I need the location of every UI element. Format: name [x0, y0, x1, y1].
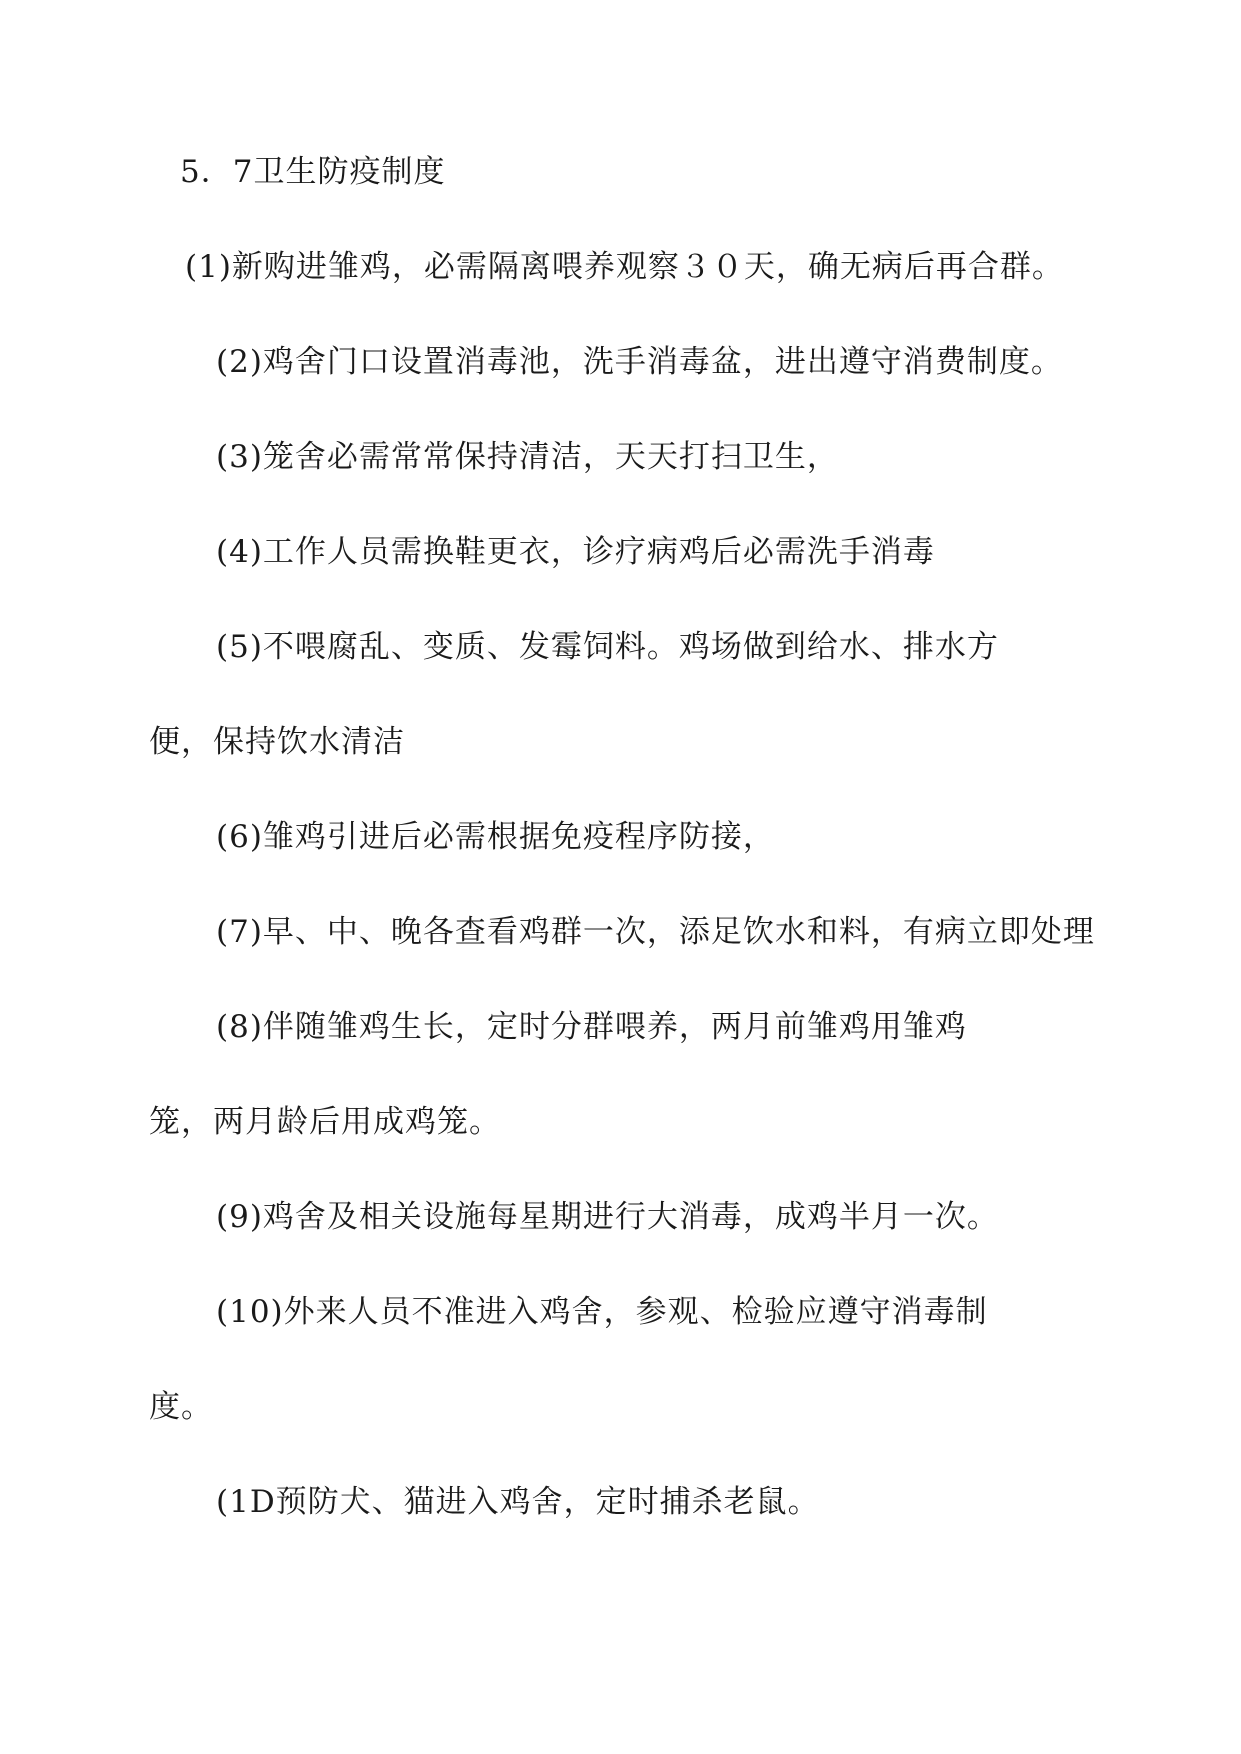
paragraph-line: (8)伴随雏鸡生长，定时分群喂养，两月前雏鸡用雏鸡: [216, 1009, 967, 1045]
paragraph-line: (5)不喂腐乱、变质、发霉饲料。鸡场做到给水、排水方: [216, 629, 999, 665]
paragraph-line: (1D预防犬、猫进入鸡舍，定时捕杀老鼠。: [216, 1484, 820, 1520]
paragraph-line: (6)雏鸡引进后必需根据免疫程序防接，: [216, 819, 775, 855]
paragraph-line: (2)鸡舍门口设置消毒池，洗手消毒盆，进出遵守消费制度。: [216, 344, 1063, 380]
paragraph-line: 度。: [149, 1389, 213, 1425]
section-heading: 5．7卫生防疫制度: [180, 154, 446, 190]
paragraph-line: (4)工作人员需换鞋更衣，诊疗病鸡后必需洗手消毒: [216, 534, 935, 570]
paragraph-line: (1)新购进雏鸡，必需隔离喂养观察３０天，确无病后再合群。: [185, 249, 1064, 285]
paragraph-line: (3)笼舍必需常常保持清洁，天天打扫卫生，: [216, 439, 839, 475]
paragraph-line: 便，保持饮水清洁: [149, 724, 405, 760]
paragraph-line: (7)早、中、晚各查看鸡群一次，添足饮水和料，有病立即处理: [216, 914, 1095, 950]
paragraph-line: 笼，两月龄后用成鸡笼。: [149, 1104, 501, 1140]
paragraph-line: (9)鸡舍及相关设施每星期进行大消毒，成鸡半月一次。: [216, 1199, 999, 1235]
paragraph-line: (10)外来人员不准进入鸡舍，参观、检验应遵守消毒制: [216, 1294, 988, 1330]
